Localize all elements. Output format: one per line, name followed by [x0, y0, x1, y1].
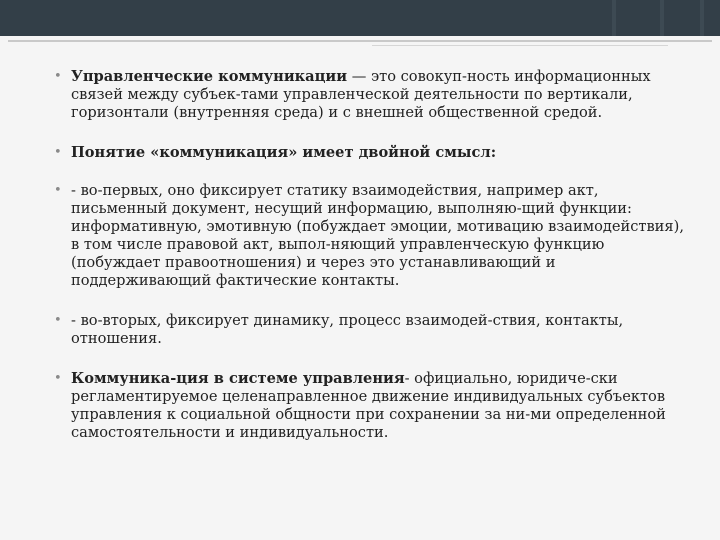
bullet-list — [52, 68, 692, 464]
bullet-icon: • — [54, 69, 62, 84]
item-text: - официально, юридиче-ски регламентируемое целенаправленное движение индивидуальных субъектов управления к социальной общности при сохранении за ни-ми определенной самостоятельности и индивидуальности. — [71, 370, 666, 441]
list-item — [52, 370, 692, 442]
header-bar — [0, 0, 720, 36]
list-item — [52, 144, 692, 162]
bullet-icon: • — [54, 183, 62, 198]
list-item — [52, 182, 692, 290]
bullet-icon: • — [54, 371, 62, 386]
item-bold-text: Управленческие коммуникации — [71, 68, 348, 85]
item-text: - во-вторых, фиксирует динамику, процесс взаимодей-ствия, контакты, отношения. — [71, 312, 624, 347]
header-rule — [8, 40, 712, 42]
header-divider — [700, 0, 704, 36]
header-divider — [612, 0, 616, 36]
bullet-icon: • — [54, 145, 62, 160]
bullet-icon: • — [54, 313, 62, 328]
item-text: — это совокуп-ность информационных связей между субъек-тами управленческой деятельности по вертикали, горизонтали (внутренняя среда) и с внешней общественной средой. — [71, 68, 651, 121]
list-item — [52, 68, 692, 122]
header-divider — [660, 0, 664, 36]
header-rule-accent — [372, 45, 668, 46]
item-bold-text: Коммуника-ция в системе управления — [71, 370, 405, 387]
item-bold-text: Понятие «коммуникация» имеет двойной смысл: — [71, 144, 497, 161]
list-item — [52, 312, 692, 348]
item-text: - во-первых, оно фиксирует статику взаимодействия, например акт, письменный документ, несущий информацию, выполняю-щий функции: информативную, эмотивную (побуждает эмоции, мотивацию взаимодействия), в том числе правовой акт, выпол-няющий управленческую функцию (побуждает правоотношения) и через это устанавливающий и поддерживающий фактические контакты. — [71, 182, 684, 289]
